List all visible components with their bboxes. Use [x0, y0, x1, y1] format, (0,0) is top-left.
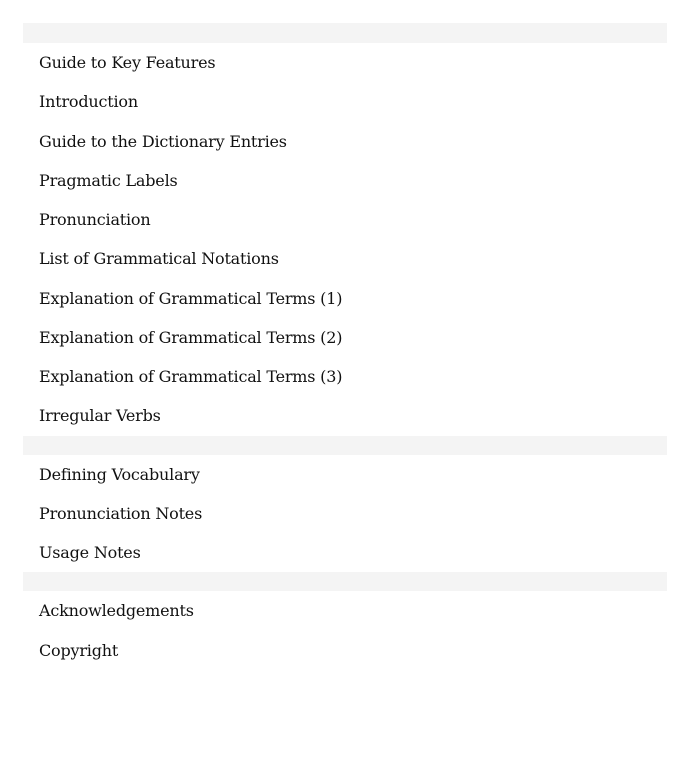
- menu-item-acknowledgements[interactable]: Acknowledgements: [39, 601, 194, 621]
- menu-item-grammatical-terms-3[interactable]: Explanation of Grammatical Terms (3): [39, 367, 343, 386]
- menu-item-irregular-verbs[interactable]: Irregular Verbs: [39, 406, 161, 426]
- section-2-list: [23, 455, 667, 573]
- section-1-list: [23, 43, 667, 436]
- menu-item-grammatical-notations[interactable]: List of Grammatical Notations: [39, 249, 279, 269]
- menu-item-copyright[interactable]: Copyright: [39, 640, 119, 660]
- menu-item-grammatical-terms-1[interactable]: Explanation of Grammatical Terms (1): [39, 288, 343, 308]
- menu-item-grammatical-terms-2[interactable]: Explanation of Grammatical Terms (2): [39, 327, 343, 347]
- menu-item-pronunciation[interactable]: Pronunciation: [39, 210, 151, 229]
- menu-item-pragmatic-labels[interactable]: Pragmatic Labels: [39, 170, 178, 190]
- menu-item-guide-to-dictionary-entries[interactable]: Guide to the Dictionary Entries: [39, 131, 287, 151]
- section-header-1: [23, 23, 667, 43]
- section-header-2: [23, 436, 667, 455]
- menu-item-guide-to-key-features[interactable]: Guide to Key Features: [39, 53, 216, 72]
- menu-item-introduction[interactable]: Introduction: [39, 92, 138, 112]
- section-header-3: [23, 572, 667, 591]
- menu-item-defining-vocabulary[interactable]: Defining Vocabulary: [39, 464, 200, 484]
- menu-item-usage-notes[interactable]: Usage Notes: [39, 543, 141, 562]
- menu-item-pronunciation-notes[interactable]: Pronunciation Notes: [39, 503, 203, 523]
- contents-menu: [23, 23, 667, 670]
- section-3-list: [23, 591, 667, 670]
